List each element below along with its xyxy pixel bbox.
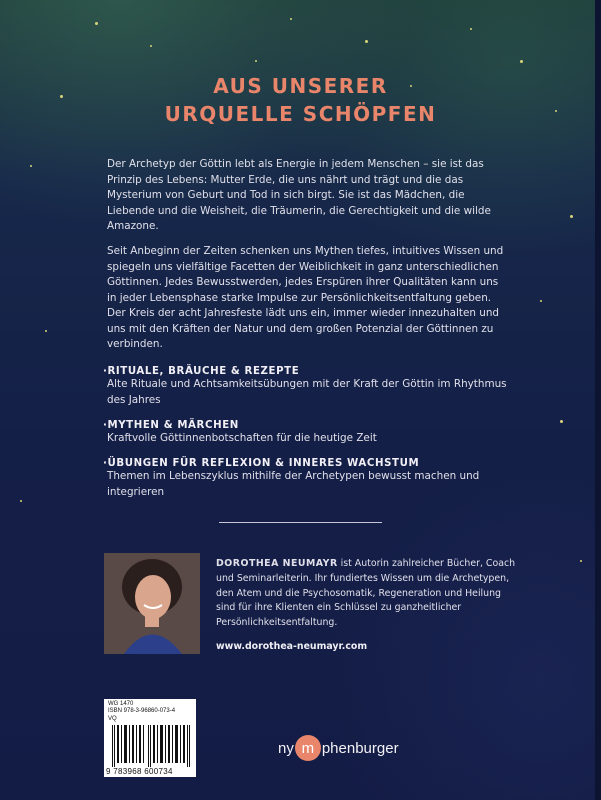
edge-strip xyxy=(595,0,601,800)
feature-description: Themen im Lebenszyklus mithilfe der Archetypen bewusst machen und integrieren xyxy=(107,470,480,498)
feature-rituale xyxy=(103,366,523,408)
feature-description: Kraftvolle Göttinnenbotschaften für die heutige Zeit xyxy=(107,432,377,444)
logo-part: ny xyxy=(278,739,294,757)
feature-heading: ·ÜBUNGEN FÜR REFLEXION & INNERES WACHSTUM xyxy=(103,458,420,469)
barcode-code: VQ xyxy=(108,715,117,722)
logo-circle: m xyxy=(295,735,321,761)
publisher-logo xyxy=(278,733,399,763)
intro-paragraph: Der Archetyp der Göttin lebt als Energie in jedem Menschen – sie ist das Prinzip des Lebens: Mutter Erde, die uns nährt und trägt und die das Mysterium von Geburt und Tod in sich birgt. Sie ist das Mädchen, die Liebende und die Weisheit, die Träumerin, die Gerechtigkeit und die wilde Amazone. xyxy=(107,158,491,232)
barcode-isbn: ISBN 978-3-96860-073-4 xyxy=(108,708,176,715)
page-title-line-2: URQUELLE SCHÖPFEN xyxy=(164,102,437,126)
author-name: DOROTHEA NEUMAYR xyxy=(216,558,338,569)
barcode-wg: WG 1470 xyxy=(108,701,134,707)
divider xyxy=(219,522,382,523)
barcode-info xyxy=(108,701,175,723)
page-title-line-1: AUS UNSERER xyxy=(213,74,388,98)
body-paragraph: Seit Anbeginn der Zeiten schenken uns Mythen tiefes, intuitives Wissen und spiegeln uns vielfältige Facetten der Weiblichkeit in ganz unterschiedlichen Göttinnen. Jedes Bewusstwerden, jedes Erspüren ihrer Qualitäten kann uns in jeder Lebensphase starke Impulse zur Persönlichkeitsentfaltung geben. Der Kreis der acht Jahresfeste lädt uns ein, immer wieder innezuhalten und uns mit den Kräften der Natur und dem großen Potenzial der Göttinnen zu verbinden. xyxy=(107,245,504,350)
feature-uebungen xyxy=(103,458,523,500)
feature-heading: ·RITUALE, BRÄUCHE & REZEPTE xyxy=(103,366,300,377)
author-bio xyxy=(216,557,516,631)
author-website[interactable]: www.dorothea-neumayr.com xyxy=(216,641,368,652)
author-bio-text: ist Autorin zahlreicher Bücher, Coach und Seminarleiterin. Ihr fundiertes Wissen um die Archetypen, den Atem und die Psychosomatik, Regeneration und Heilung sind für ihre Klienten ein Schlüssel zu ganzheitlicher Persönlichkeitsentfaltung. xyxy=(216,558,516,629)
barcode-box xyxy=(104,699,196,777)
logo-part: phenburger xyxy=(321,739,399,757)
feature-heading: ·MYTHEN & MÄRCHEN xyxy=(103,420,239,431)
author-photo xyxy=(104,553,200,654)
barcode-digits: 9 783968 600734 xyxy=(106,767,173,776)
feature-description: Alte Rituale und Achtsamkeitsübungen mit der Kraft der Göttin im Rhythmus des Jahres xyxy=(107,378,507,406)
barcode-icon xyxy=(112,725,190,767)
feature-mythen xyxy=(103,420,523,447)
